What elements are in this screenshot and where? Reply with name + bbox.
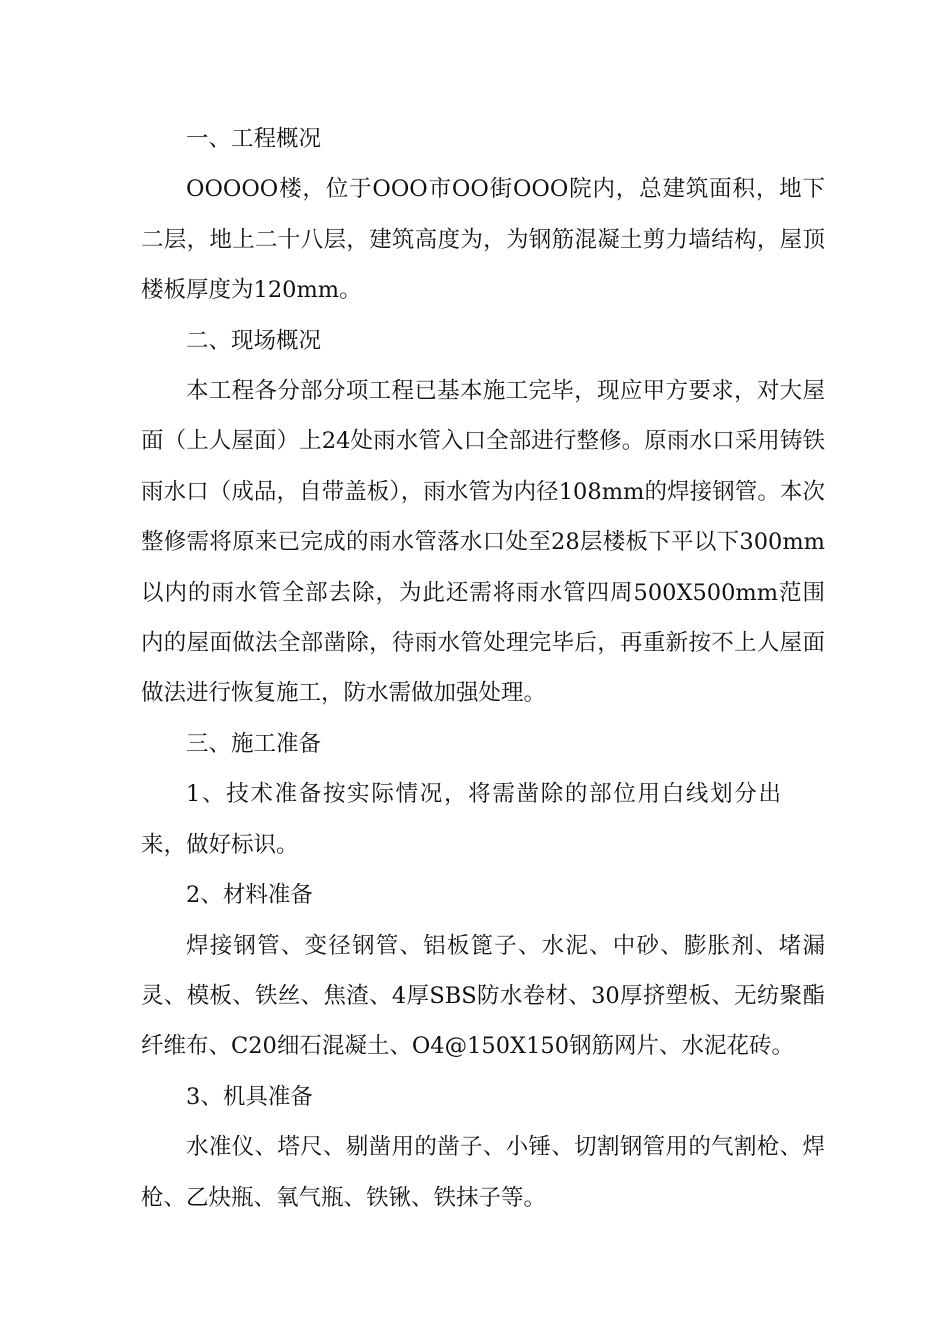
section-heading-equipment: 3、机具准备: [186, 1083, 313, 1110]
paragraph-technical-preparation: 1、技术准备按实际情况，将需凿除的部位用白线划分出来，做好标识。: [141, 781, 781, 858]
section-heading-overview: 一、工程概况: [186, 126, 322, 152]
document-body: [141, 114, 825, 1223]
paragraph-site: 本工程各分部分项工程已基本施工完毕，现应甲方要求，对大屋面（上人屋面）上24处雨水管入口全部进行整修。原雨水口采用铸铁雨水口（成品，自带盖板），雨水管为内径108mm的焊接钢管。本次整修需将原来已完成的雨水管落水口处至28层楼板下平以下300mm以内的雨水管全部去除，为此还需将雨水管四周500X500mm范围内的屋面做法全部凿除，待雨水管处理完毕后，再重新按不上人屋面做法进行恢复施工，防水需做加强处理。: [141, 378, 825, 707]
section-heading-preparation: 三、施工准备: [186, 730, 322, 757]
paragraph-overview: OOOOO楼，位于OOO市OO街OOO院内，总建筑面积，地下二层，地上二十八层，建筑高度为，为钢筋混凝土剪力墙结构，屋顶楼板厚度为120mm。: [141, 176, 825, 304]
section-heading-materials: 2、材料准备: [186, 882, 313, 909]
paragraph-materials: 焊接钢管、变径钢管、铝板篦子、水泥、中砂、膨胀剂、堵漏灵、模板、铁丝、焦渣、4厚SBS防水卷材、30厚挤塑板、无纺聚酯纤维布、C20细石混凝土、O4@150X150钢筋网片、水泥花砖。: [141, 932, 825, 1060]
paragraph-equipment: 水准仪、塔尺、剔凿用的凿子、小锤、切割钢管用的气割枪、焊枪、乙炔瓶、氧气瓶、铁锹、铁抹子等。: [141, 1134, 825, 1211]
section-heading-site: 二、现场概况: [186, 327, 322, 354]
